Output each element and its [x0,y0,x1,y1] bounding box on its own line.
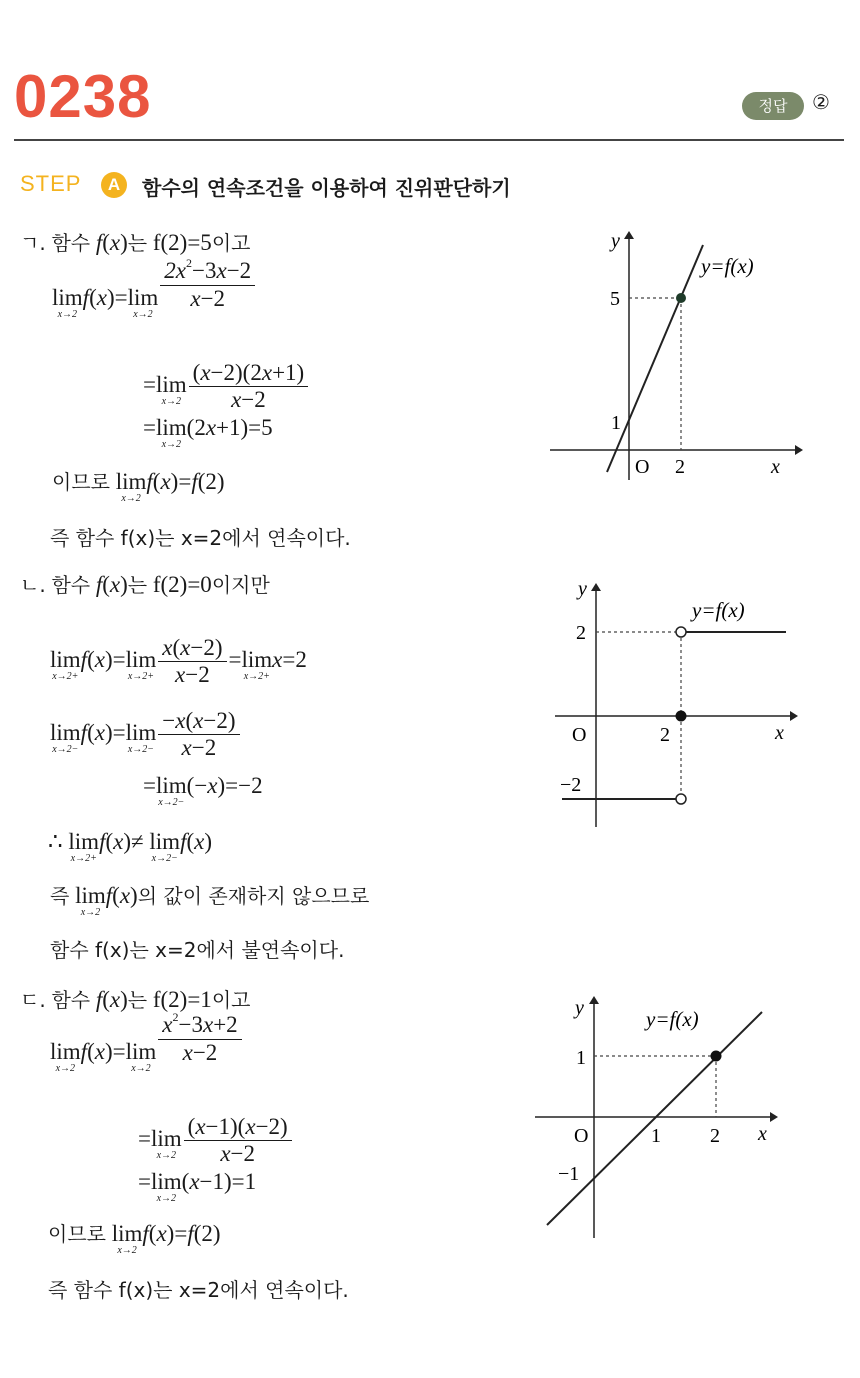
section-a-eq2: =lim x→2 $\frac{(x-2)(2x+1)}{x-2}$ [143,360,310,414]
tick-x-2: 2 [660,724,670,746]
section-b-eq2: lim x→2− f(x)=lim x→2− $\frac{-x(x-2)}{x-2}$ [50,708,242,762]
origin-label: O [572,724,587,746]
section-marker: ㄷ. [20,988,46,1012]
section-c-summary: 즉 함수 f(x)는 x=2에서 연속이다. [48,1278,349,1302]
x-axis-label: x [758,1123,767,1145]
curve-label: y=f(x) [701,254,754,278]
section-a-intro: ㄱ. 함수 f(x)는 f(2)=5이고 [20,230,251,255]
section-b-summary-2: 함수 f(x)는 x=2에서 불연속이다. [50,938,345,962]
step-title: 함수의 연속조건을 이용하여 진위판단하기 [142,176,511,200]
curve-label: y=f(x) [692,598,745,622]
answer-choice: ② [812,90,830,114]
section-a-eq3: =lim x→2 (2x+1)=5 [143,415,273,450]
x-axis-arrow [790,711,798,721]
tick-2: 2 [675,456,685,478]
origin-label: O [574,1125,589,1147]
header-divider [14,139,844,141]
intro-word: 함수 [51,573,91,597]
origin-label: O [635,456,650,478]
y-axis-arrow [589,996,599,1004]
tick-1: 1 [611,412,621,434]
tick-5: 5 [610,288,620,310]
intro-value: f(2)=5 [152,230,212,255]
x-axis-label: x [775,722,784,744]
section-b-intro: ㄴ. 함수 f(x)는 f(2)=0이지만 [20,572,270,597]
tick-y-1: 1 [576,1047,586,1069]
y-axis-label: y [611,230,620,252]
intro-word: 함수 [51,988,91,1012]
step-label: STEP [20,171,82,196]
graph-c [530,990,790,1250]
intro-end: 이고 [211,231,251,255]
problem-number: 0238 [14,63,152,130]
section-marker: ㄴ. [20,573,46,597]
tick-y-neg1: −1 [558,1163,580,1185]
x-axis-label: x [771,456,780,478]
y-axis-label: y [578,578,587,600]
y-axis-arrow [591,583,601,591]
step-letter-badge: A [101,172,127,198]
section-c-intro: ㄷ. 함수 f(x)는 f(2)=1이고 [20,987,251,1012]
section-c-eq3: =lim x→2 (x−1)=1 [138,1169,257,1204]
line-y-x-minus-1 [547,1012,762,1225]
section-b-eq3: =lim x→2− (−x)=−2 [143,773,263,808]
intro-value: f(2)=0 [152,572,212,597]
line-y-2x-1 [607,245,703,472]
closed-point-2-0 [676,711,687,722]
graph-b [550,575,810,835]
tick-y-neg2: −2 [560,774,582,796]
point-2-1 [711,1051,722,1062]
section-c-eq1: lim x→2 f(x)=lim x→2 $\frac{x^2-3x+2}{x-2}$ [50,1040,244,1066]
tick-y-2: 2 [576,622,586,644]
tick-x-2: 2 [710,1125,720,1147]
section-a-conclusion: 이므로 lim x→2 f(x)=f(2) [52,469,225,504]
graph-a [545,225,805,485]
curve-label: y=f(x) [646,1007,699,1031]
intro-value: f(2)=1 [152,987,212,1012]
section-c-conclusion: 이므로 lim x→2 f(x)=f(2) [48,1221,221,1256]
section-a-eq1: lim x→2 f(x)=lim x→2 $\frac{2x^2-3x-2}{x-2}$ [52,286,257,312]
tick-x-1: 1 [651,1125,661,1147]
section-b-therefore: ∴ lim x→2+ f(x)≠ lim x→2− f(x) [48,829,213,864]
intro-word: 함수 [51,231,91,255]
intro-end: 이고 [211,988,251,1012]
x-axis-arrow [795,445,803,455]
open-point-2-2 [676,627,686,637]
section-marker: ㄱ. [20,231,46,255]
section-c-eq2: =lim x→2 $\frac{(x-1)(x-2)}{x-2}$ [138,1114,294,1168]
intro-end: 이지만 [211,573,270,597]
open-point-2-neg2 [676,794,686,804]
answer-badge: 정답 [742,92,804,120]
section-b-eq1: lim x→2+ f(x)=lim x→2+ $\frac{x(x-2)}{x-2}$ =lim x→2+ x=2 [50,635,307,688]
y-axis-label: y [575,997,584,1019]
section-b-summary-1: 즉 lim x→2 f(x)의 값이 존재하지 않으므로 [50,883,370,918]
x-axis-arrow [770,1112,778,1122]
point-2-5 [676,293,686,303]
y-axis-arrow [624,231,634,239]
section-a-summary: 즉 함수 f(x)는 x=2에서 연속이다. [50,526,351,550]
